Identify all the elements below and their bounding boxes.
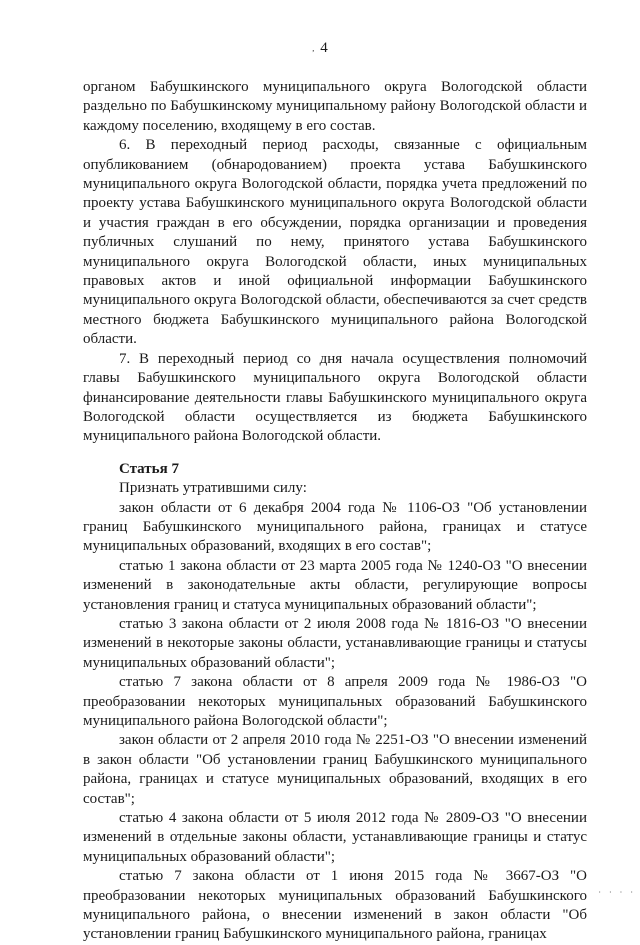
repealed-law-item: статью 1 закона области от 23 марта 2005 года № 1240-ОЗ "О внесении изменений в законодательные акты области, регулирующие вопросы установления границ и статуса муниципальных образований области"; [83,557,587,613]
repealed-law-item: закон области от 6 декабря 2004 года № 1106-ОЗ "Об установлении границ Бабушкинского муниципального района, границах и статусе муниципальных образований, входящих в его состав"; [83,499,587,555]
paragraph-item-7: 7. В переходный период со дня начала осуществления полномочий главы Бабушкинского муниципального округа Вологодской области финансирование деятельности главы Бабушкинского муниципального округа Вологодской области осуществляется из бюджета Бабушкинского муниципального района Вологодской области. [83,350,587,445]
article-7-intro: Признать утратившими силу: [119,480,307,497]
page-number [0,40,640,57]
scan-corner-marks: · · · · [598,888,636,897]
article-7-heading: Статья 7 [119,460,179,477]
repealed-law-item: статью 4 закона области от 5 июля 2012 года № 2809-ОЗ "О внесении изменений в отдельные законы области, устанавливающие границы и статус муниципальных образований области"; [83,810,587,865]
document-body [83,78,587,945]
repealed-law-item: статью 7 закона области от 1 июня 2015 года № 3667-ОЗ "О преобразовании некоторых муниципальных образований Бабушкинского муниципального района, о внесении изменений в закон области "Об установлении границ Бабушкинского муниципального района, границах [83,868,587,943]
repealed-law-item: статью 3 закона области от 2 июля 2008 года № 1816-ОЗ "О внесении изменений в некоторые законы области, устанавливающие границы и статусы муниципальных образований области"; [83,615,587,671]
paragraph-item-6: 6. В переходный период расходы, связанные с официальным опубликованием (обнародованием) проекта устава Бабушкинского муниципального округа Вологодской области, порядка учета предложений по проекту устава Бабушкинского муниципального округа Вологодской области и участия граждан в его обсуждении, порядка организации и проведения публичных слушаний по нему, принятого устава Бабушкинского муниципального округа Вологодской области, иных муниципальных правовых актов и иной официальной информации Бабушкинского муниципального округа Вологодской области, обеспечиваются за счет средств местного бюджета Бабушкинского муниципального района Вологодской области. [83,137,587,348]
repealed-law-item: закон области от 2 апреля 2010 года № 2251-ОЗ "О внесении изменений в закон области "Об установлении границ Бабушкинского муниципального района, границах и статусе муниципальных образований, входящих в его состав"; [83,732,587,807]
repealed-law-item: статью 7 закона области от 8 апреля 2009 года № 1986-ОЗ "О преобразовании некоторых муниципальных образований Бабушкинского муниципального района Вологодской области"; [83,674,587,729]
page-number-value: 4 [320,40,328,56]
scan-mark: , [312,44,315,54]
paragraph-continuation: органом Бабушкинского муниципального округа Вологодской области раздельно по Бабушкинскому муниципальному району Вологодской области и каждому поселению, входящему в его состав. [83,79,587,134]
